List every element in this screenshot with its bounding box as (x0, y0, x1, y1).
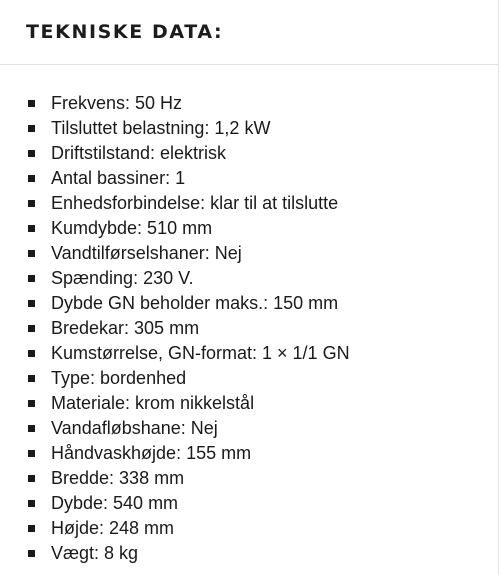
spec-text: Vægt: 8 kg (51, 543, 139, 563)
bullet-icon (28, 125, 35, 132)
bullet-icon (28, 450, 35, 457)
spec-text: Vandtilførselshaner: Nej (51, 243, 242, 263)
spec-text: Højde: 248 mm (51, 518, 175, 538)
bullet-icon (28, 300, 35, 307)
spec-item-frequency (0, 91, 480, 116)
spec-item-material (0, 391, 480, 416)
section-title: TEKNISKE DATA: (26, 21, 224, 43)
bullet-icon (28, 225, 35, 232)
spec-item-unit-connection (0, 191, 480, 216)
spec-item-type (0, 366, 480, 391)
spec-item-weight (0, 541, 480, 566)
bullet-icon (28, 400, 35, 407)
bullet-icon (28, 500, 35, 507)
spec-item-width (0, 466, 480, 491)
spec-text: Vandafløbshane: Nej (51, 418, 218, 438)
bullet-icon (28, 150, 35, 157)
bullet-icon (28, 275, 35, 282)
spec-text: Dybde GN beholder maks.: 150 mm (51, 293, 339, 313)
spec-item-drain-tap (0, 416, 480, 441)
bullet-icon (28, 475, 35, 482)
spec-item-basin-width (0, 316, 480, 341)
spec-item-basin-size (0, 341, 480, 366)
spec-text: Driftstilstand: elektrisk (51, 143, 227, 163)
spec-item-basin-depth (0, 216, 480, 241)
spec-text: Type: bordenhed (51, 368, 187, 388)
bullet-icon (28, 350, 35, 357)
spec-text: Frekvens: 50 Hz (51, 93, 183, 113)
spec-text: Håndvaskhøjde: 155 mm (51, 443, 252, 463)
bullet-icon (28, 100, 35, 107)
spec-item-connected-load (0, 116, 480, 141)
spec-list (0, 91, 480, 566)
bullet-icon (28, 550, 35, 557)
spec-text: Kumdybde: 510 mm (51, 218, 213, 238)
spec-text: Tilsluttet belastning: 1,2 kW (51, 118, 271, 138)
spec-text: Enhedsforbindelse: klar til at tilslutte (51, 193, 339, 213)
spec-text: Materiale: krom nikkelstål (51, 393, 255, 413)
spec-item-height (0, 516, 480, 541)
spec-text: Bredde: 338 mm (51, 468, 185, 488)
spec-item-depth (0, 491, 480, 516)
spec-item-sink-height (0, 441, 480, 466)
spec-item-operating-mode (0, 141, 480, 166)
bullet-icon (28, 375, 35, 382)
spec-text: Spænding: 230 V. (51, 268, 194, 288)
bullet-icon (28, 525, 35, 532)
spec-text: Bredekar: 305 mm (51, 318, 200, 338)
bullet-icon (28, 250, 35, 257)
spec-item-voltage (0, 266, 480, 291)
bullet-icon (28, 175, 35, 182)
bullet-icon (28, 425, 35, 432)
spec-text: Dybde: 540 mm (51, 493, 179, 513)
spec-item-gn-container-depth (0, 291, 480, 316)
bullet-icon (28, 325, 35, 332)
spec-item-basin-count (0, 166, 480, 191)
section-header (0, 0, 498, 65)
spec-item-water-supply-taps (0, 241, 480, 266)
spec-text: Antal bassiner: 1 (51, 168, 186, 188)
spec-text: Kumstørrelse, GN-format: 1 × 1/1 GN (51, 343, 350, 363)
bullet-icon (28, 200, 35, 207)
